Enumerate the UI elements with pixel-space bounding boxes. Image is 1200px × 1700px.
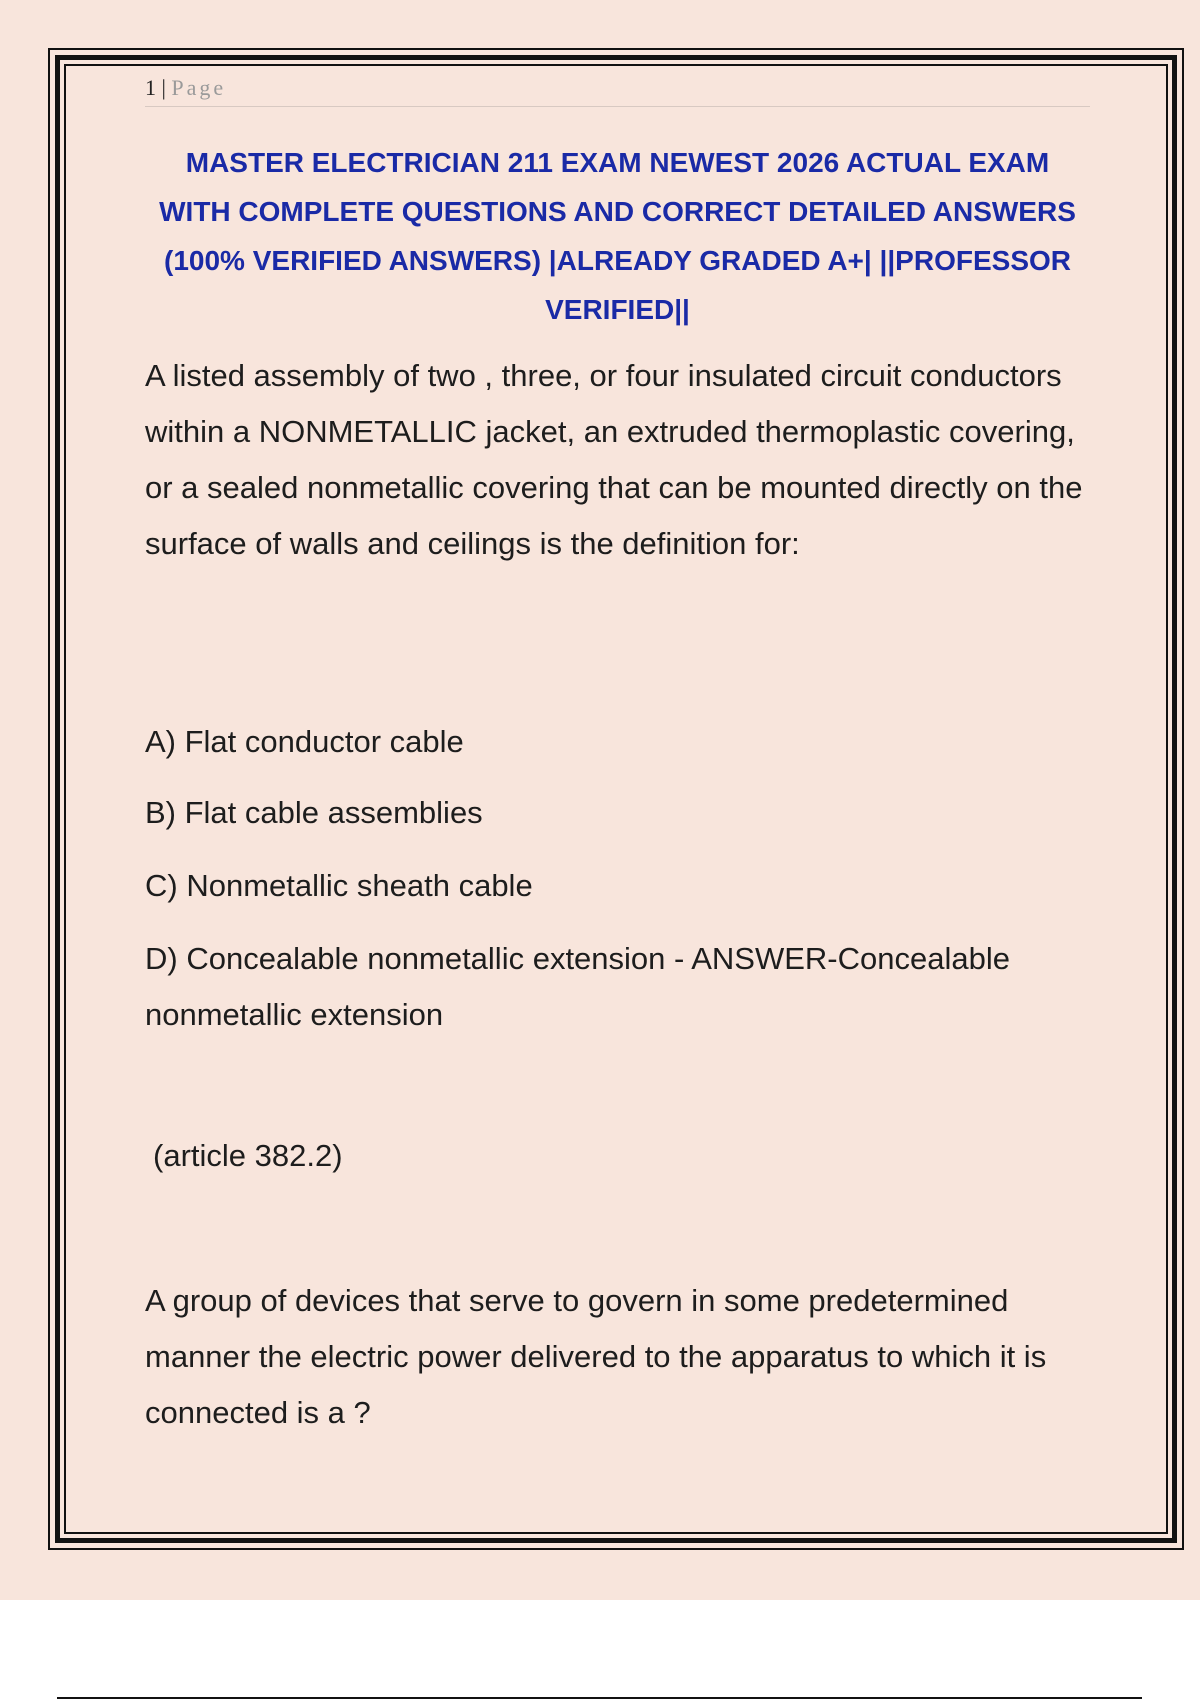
- page-word: Page: [171, 75, 227, 100]
- question-1-option-d: D) Concealable nonmetallic extension - ANSWER-Concealable nonmetallic extension: [145, 941, 1010, 1032]
- title-line-2: WITH COMPLETE QUESTIONS AND CORRECT DETAILED ANSWERS: [159, 196, 1076, 227]
- question-1-option-a: A) Flat conductor cable: [145, 724, 464, 759]
- question-1-reference: (article 382.2): [153, 1138, 343, 1173]
- title-line-4: VERIFIED||: [545, 294, 690, 325]
- title-line-1: MASTER ELECTRICIAN 211 EXAM NEWEST 2026 ACTUAL EXAM: [185, 147, 1050, 178]
- page-separator: |: [161, 75, 166, 100]
- title-line-3: (100% VERIFIED ANSWERS) |ALREADY GRADED A+| ||PROFESSOR: [164, 245, 1071, 276]
- question-1-text: A listed assembly of two , three, or four insulated circuit conductors within a NONMETALLIC jacket, an extruded thermoplastic covering, or a sealed nonmetallic covering that can be mounted directly on the surface of walls and ceilings is the definition for:: [145, 358, 1083, 561]
- page-number: 1: [145, 75, 156, 100]
- question-1-option-c: C) Nonmetallic sheath cable: [145, 868, 533, 903]
- page-header: [145, 74, 1090, 107]
- question-1-option-b: B) Flat cable assemblies: [145, 795, 483, 830]
- footer-rule: [57, 1697, 1142, 1699]
- question-2-text: A group of devices that serve to govern in some predetermined manner the electric power delivered to the apparatus to which it is connected is a ?: [145, 1283, 1047, 1430]
- document-title: [145, 138, 1090, 334]
